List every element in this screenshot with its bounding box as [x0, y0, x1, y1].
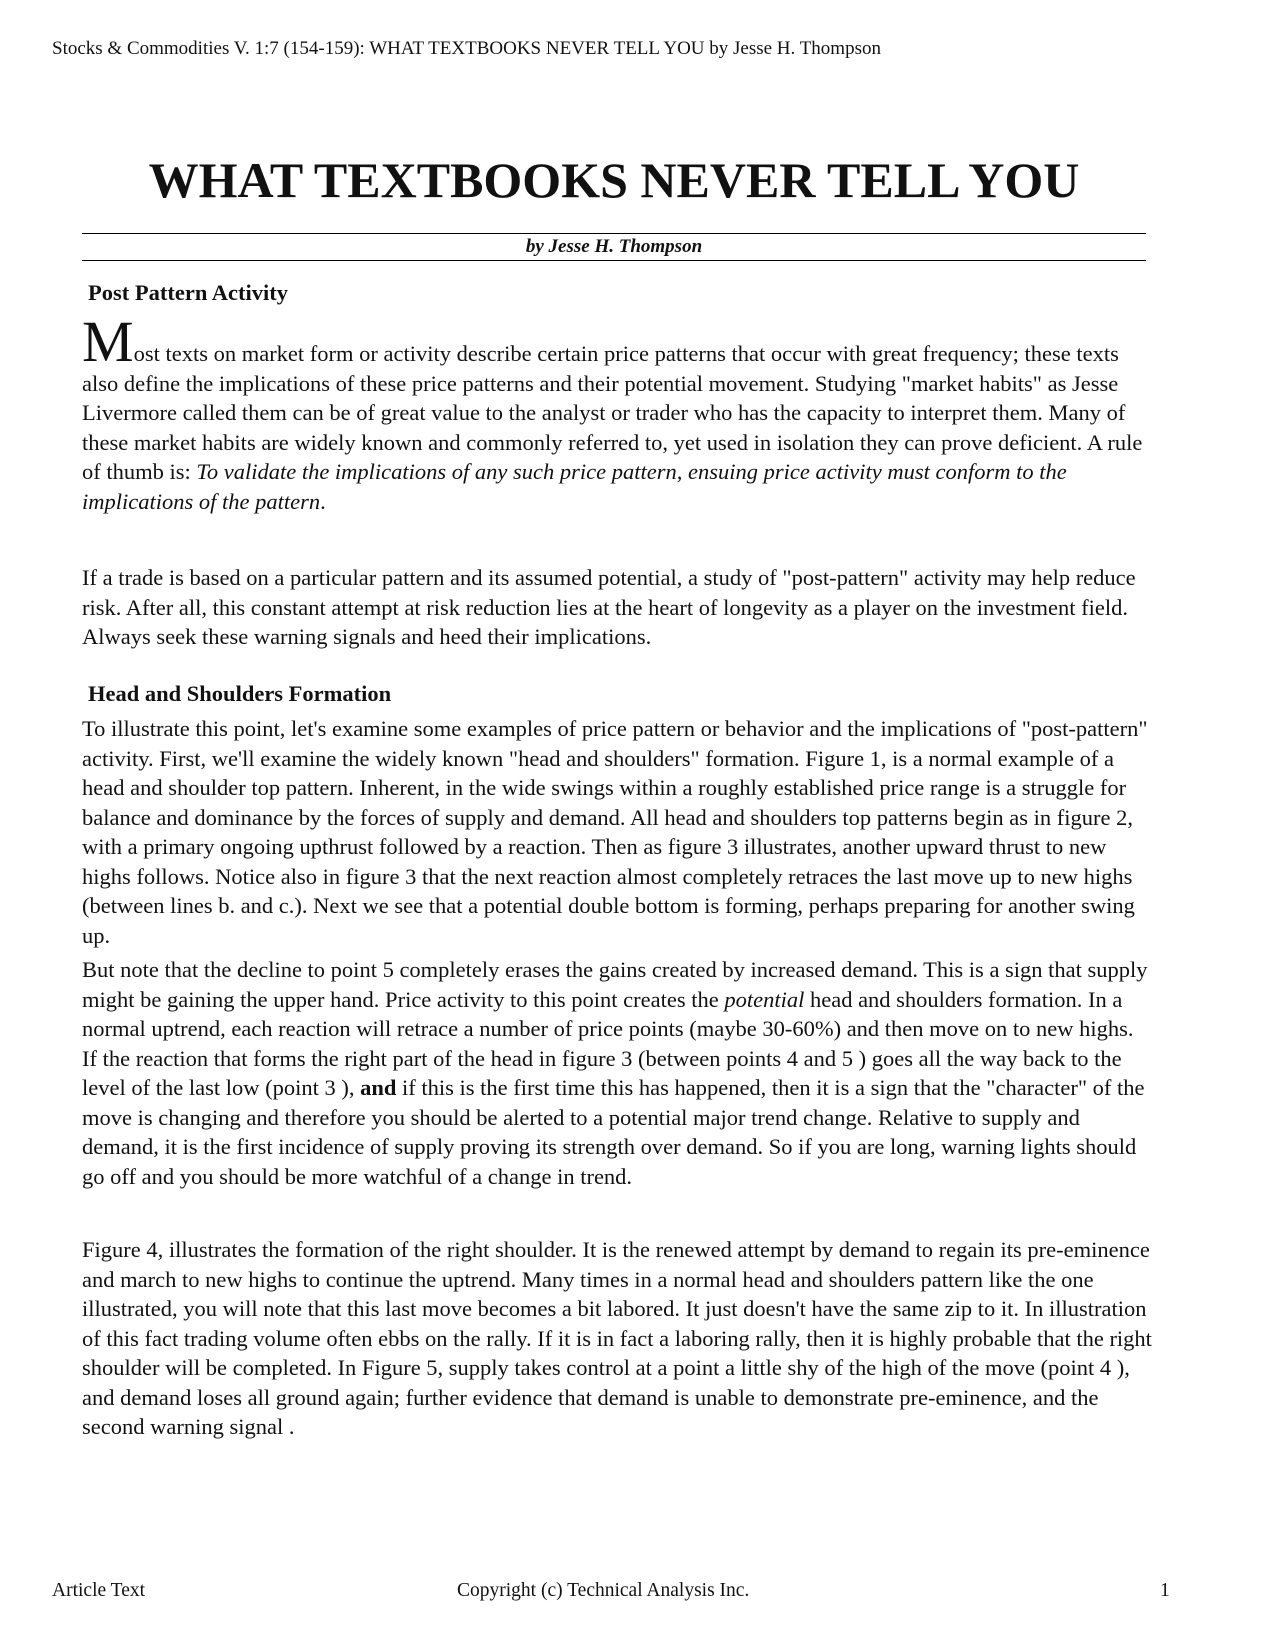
footer-left: Article Text: [52, 1580, 146, 1601]
page-number: 1: [1160, 1580, 1170, 1601]
byline: by Jesse H. Thompson: [82, 233, 1146, 261]
paragraph-intro-end: .: [320, 488, 326, 514]
potential-emphasis: potential: [724, 986, 805, 1012]
paragraph-intro: [82, 309, 1152, 516]
section-heading-head-shoulders: Head and Shoulders Formation: [88, 681, 392, 706]
section-heading-post-pattern: Post Pattern Activity: [88, 280, 288, 305]
footer-copyright: Copyright (c) Technical Analysis Inc.: [457, 1580, 750, 1601]
rule-of-thumb-emphasis: To validate the implications of any such price pattern, ensuing price activity must conform to the implications of the pattern: [82, 459, 1067, 514]
paragraph-decline: [82, 955, 1152, 1191]
paragraph-decline-part-c: if this is the first time this has happened, then it is a sign that the "character" of the move is changing and therefore you should be alerted to a potential major trend change. Relative to supply and demand, it is the first incidence of supply proving its strength over demand. So if you are long, warning lights should go off and you should be more watchful of a change in trend.: [82, 1075, 1145, 1189]
article-title: WHAT TEXTBOOKS NEVER TELL YOU: [148, 152, 1080, 208]
running-header: Stocks & Commodities V. 1:7 (154-159): WHAT TEXTBOOKS NEVER TELL YOU by Jesse H. Thompson: [52, 38, 881, 59]
paragraph-right-shoulder: Figure 4, illustrates the formation of the right shoulder. It is the renewed attempt by demand to regain its pre-eminence and march to new highs to continue the uptrend. Many times in a normal head and shoulders pattern like the one illustrated, you will note that this last move becomes a bit labored. It just doesn't have the same zip to it. In illustration of this fact trading volume often ebbs on the rally. If it is in fact a laboring rally, then it is highly probable that the right shoulder will be completed. In Figure 5, supply takes control at a point a little shy of the high of the move (point 4 ), and demand loses all ground again; further evidence that demand is unable to demonstrate pre-eminence, and the second warning signal .: [82, 1237, 1152, 1439]
drop-cap: M: [82, 309, 134, 374]
paragraph-decline-part-a: But note that the decline to point 5 completely erases the gains created by increased demand. This is a sign that supply might be gaining the upper hand. Price activity to this point creates the: [82, 957, 1148, 1012]
paragraph-illustrate: To illustrate this point, let's examine some examples of price pattern or behavior and the implications of "post-pattern" activity. First, we'll examine the widely known "head and shoulders" formation. Figure 1, is a normal example of a head and shoulder top pattern. Inherent, in the wide swings within a roughly established price range is a struggle for balance and dominance by the forces of supply and demand. All head and shoulders top patterns begin as in figure 2, with a primary ongoing upthrust followed by a reaction. Then as figure 3 illustrates, another upward thrust to new highs follows. Notice also in figure 3 that the next reaction almost completely retraces the last move up to new highs (between lines b. and c.). Next we see that a potential double bottom is forming, perhaps preparing for another swing up.: [82, 716, 1148, 948]
paragraph-post-pattern: If a trade is based on a particular pattern and its assumed potential, a study of "post-pattern" activity may help reduce risk. After all, this constant attempt at risk reduction lies at the heart of longevity as a player on the investment field. Always seek these warning signals and heed their implications.: [82, 565, 1136, 649]
and-emphasis: and: [360, 1075, 397, 1100]
paragraph-decline-part-b: head and shoulders formation. In a normal uptrend, each reaction will retrace a number of price points (maybe 30-60%) and then move on to new highs. If the reaction that forms the right part of the head in figure 3 (between points 4 and 5 ) goes all the way back to the level of the last low (point 3 ),: [82, 986, 1134, 1100]
paragraph-intro-text: ost texts on market form or activity describe certain price patterns that occur with great frequency; these texts also define the implications of these price patterns and their potential movement. Studying "market habits" as Jesse Livermore called them can be of great value to the analyst or trader who has the capacity to interpret them. Many of these market habits are widely known and commonly referred to, yet used in isolation they can prove deficient. A rule of thumb is:: [82, 341, 1143, 484]
